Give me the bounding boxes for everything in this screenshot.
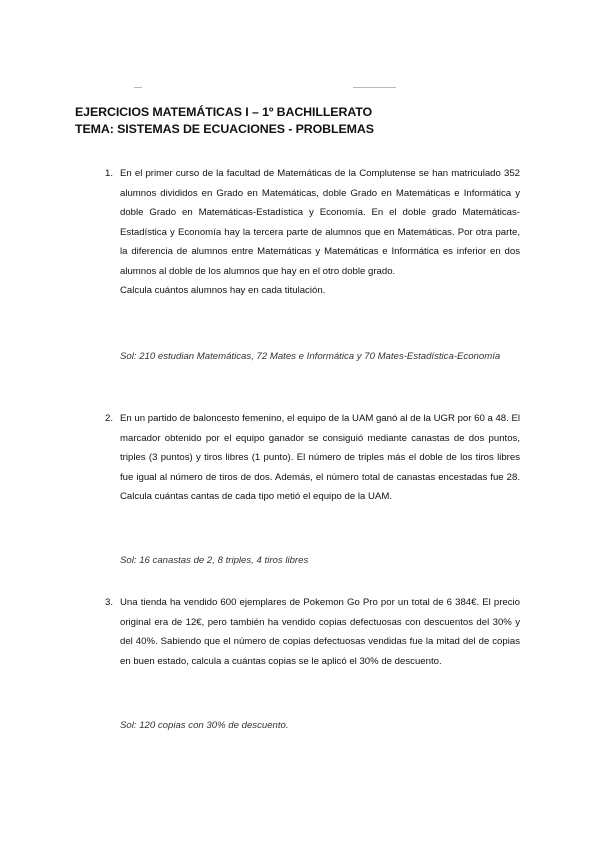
document-title: EJERCICIOS MATEMÁTICAS I – 1º BACHILLERATO [75, 105, 373, 119]
problem-statement [120, 164, 520, 301]
document-header [75, 104, 535, 138]
problem-number: 1. [105, 168, 114, 179]
problem-statement [120, 593, 520, 671]
problem-text: Una tienda ha vendido 600 ejemplares de Pokemon Go Pro por un total de 6 384€. El precio original era de 12€, pero también ha vendido copias defectuosas con descuentos del 30% y del 40%. Sabiendo que el número de copias defectuosas vendidas fue la mitad del de copias en buen estado, calcula a cuántas copias se le aplicó el 30% de descuento. [120, 597, 520, 667]
problem-solution: Sol: 16 canastas de 2, 8 triples, 4 tiros libres [120, 555, 309, 566]
header-rule-right [353, 87, 396, 88]
problem-question: Calcula cuántos alumnos hay en cada titulación. [120, 285, 326, 296]
problem-solution: Sol: 210 estudian Matemáticas, 72 Mates e Informática y 70 Mates-Estadística-Economía [120, 351, 501, 362]
problem-text: En un partido de baloncesto femenino, el equipo de la UAM ganó al de la UGR por 60 a 48. El marcador obtenido por el equipo ganador se consiguió mediante canastas de dos puntos, triples (3 puntos) y tiros libres (1 punto). El número de triples más el doble de los tiros libres fue igual al número de tiros de dos. Además, el número total de canastas encestadas fue 28. Calcula cuántas cantas de cada tipo metió el equipo de la UAM. [120, 413, 520, 502]
problem-statement [120, 409, 520, 507]
problem-number: 2. [105, 413, 114, 424]
problem-solution: Sol: 120 copias con 30% de descuento. [120, 720, 289, 731]
problem-text: En el primer curso de la facultad de Matemáticas de la Complutense se han matriculado 352 alumnos divididos en Grado en Matemáticas, doble Grado en Matemáticas e Informática y doble Grado en Matemáticas-Estadística y Economía. En el doble grado Matemáticas-Estadística y Economía hay la tercera parte de alumnos que en Matemáticas. Por otra parte, la diferencia de alumnos entre Matemáticas y Matemáticas e Informática es inferior en dos alumnos al doble de los alumnos que hay en el otro doble grado. [120, 168, 520, 277]
problem-number: 3. [105, 597, 114, 608]
header-rule-left [134, 87, 142, 88]
document-subtitle: TEMA: SISTEMAS DE ECUACIONES - PROBLEMAS [75, 122, 374, 136]
